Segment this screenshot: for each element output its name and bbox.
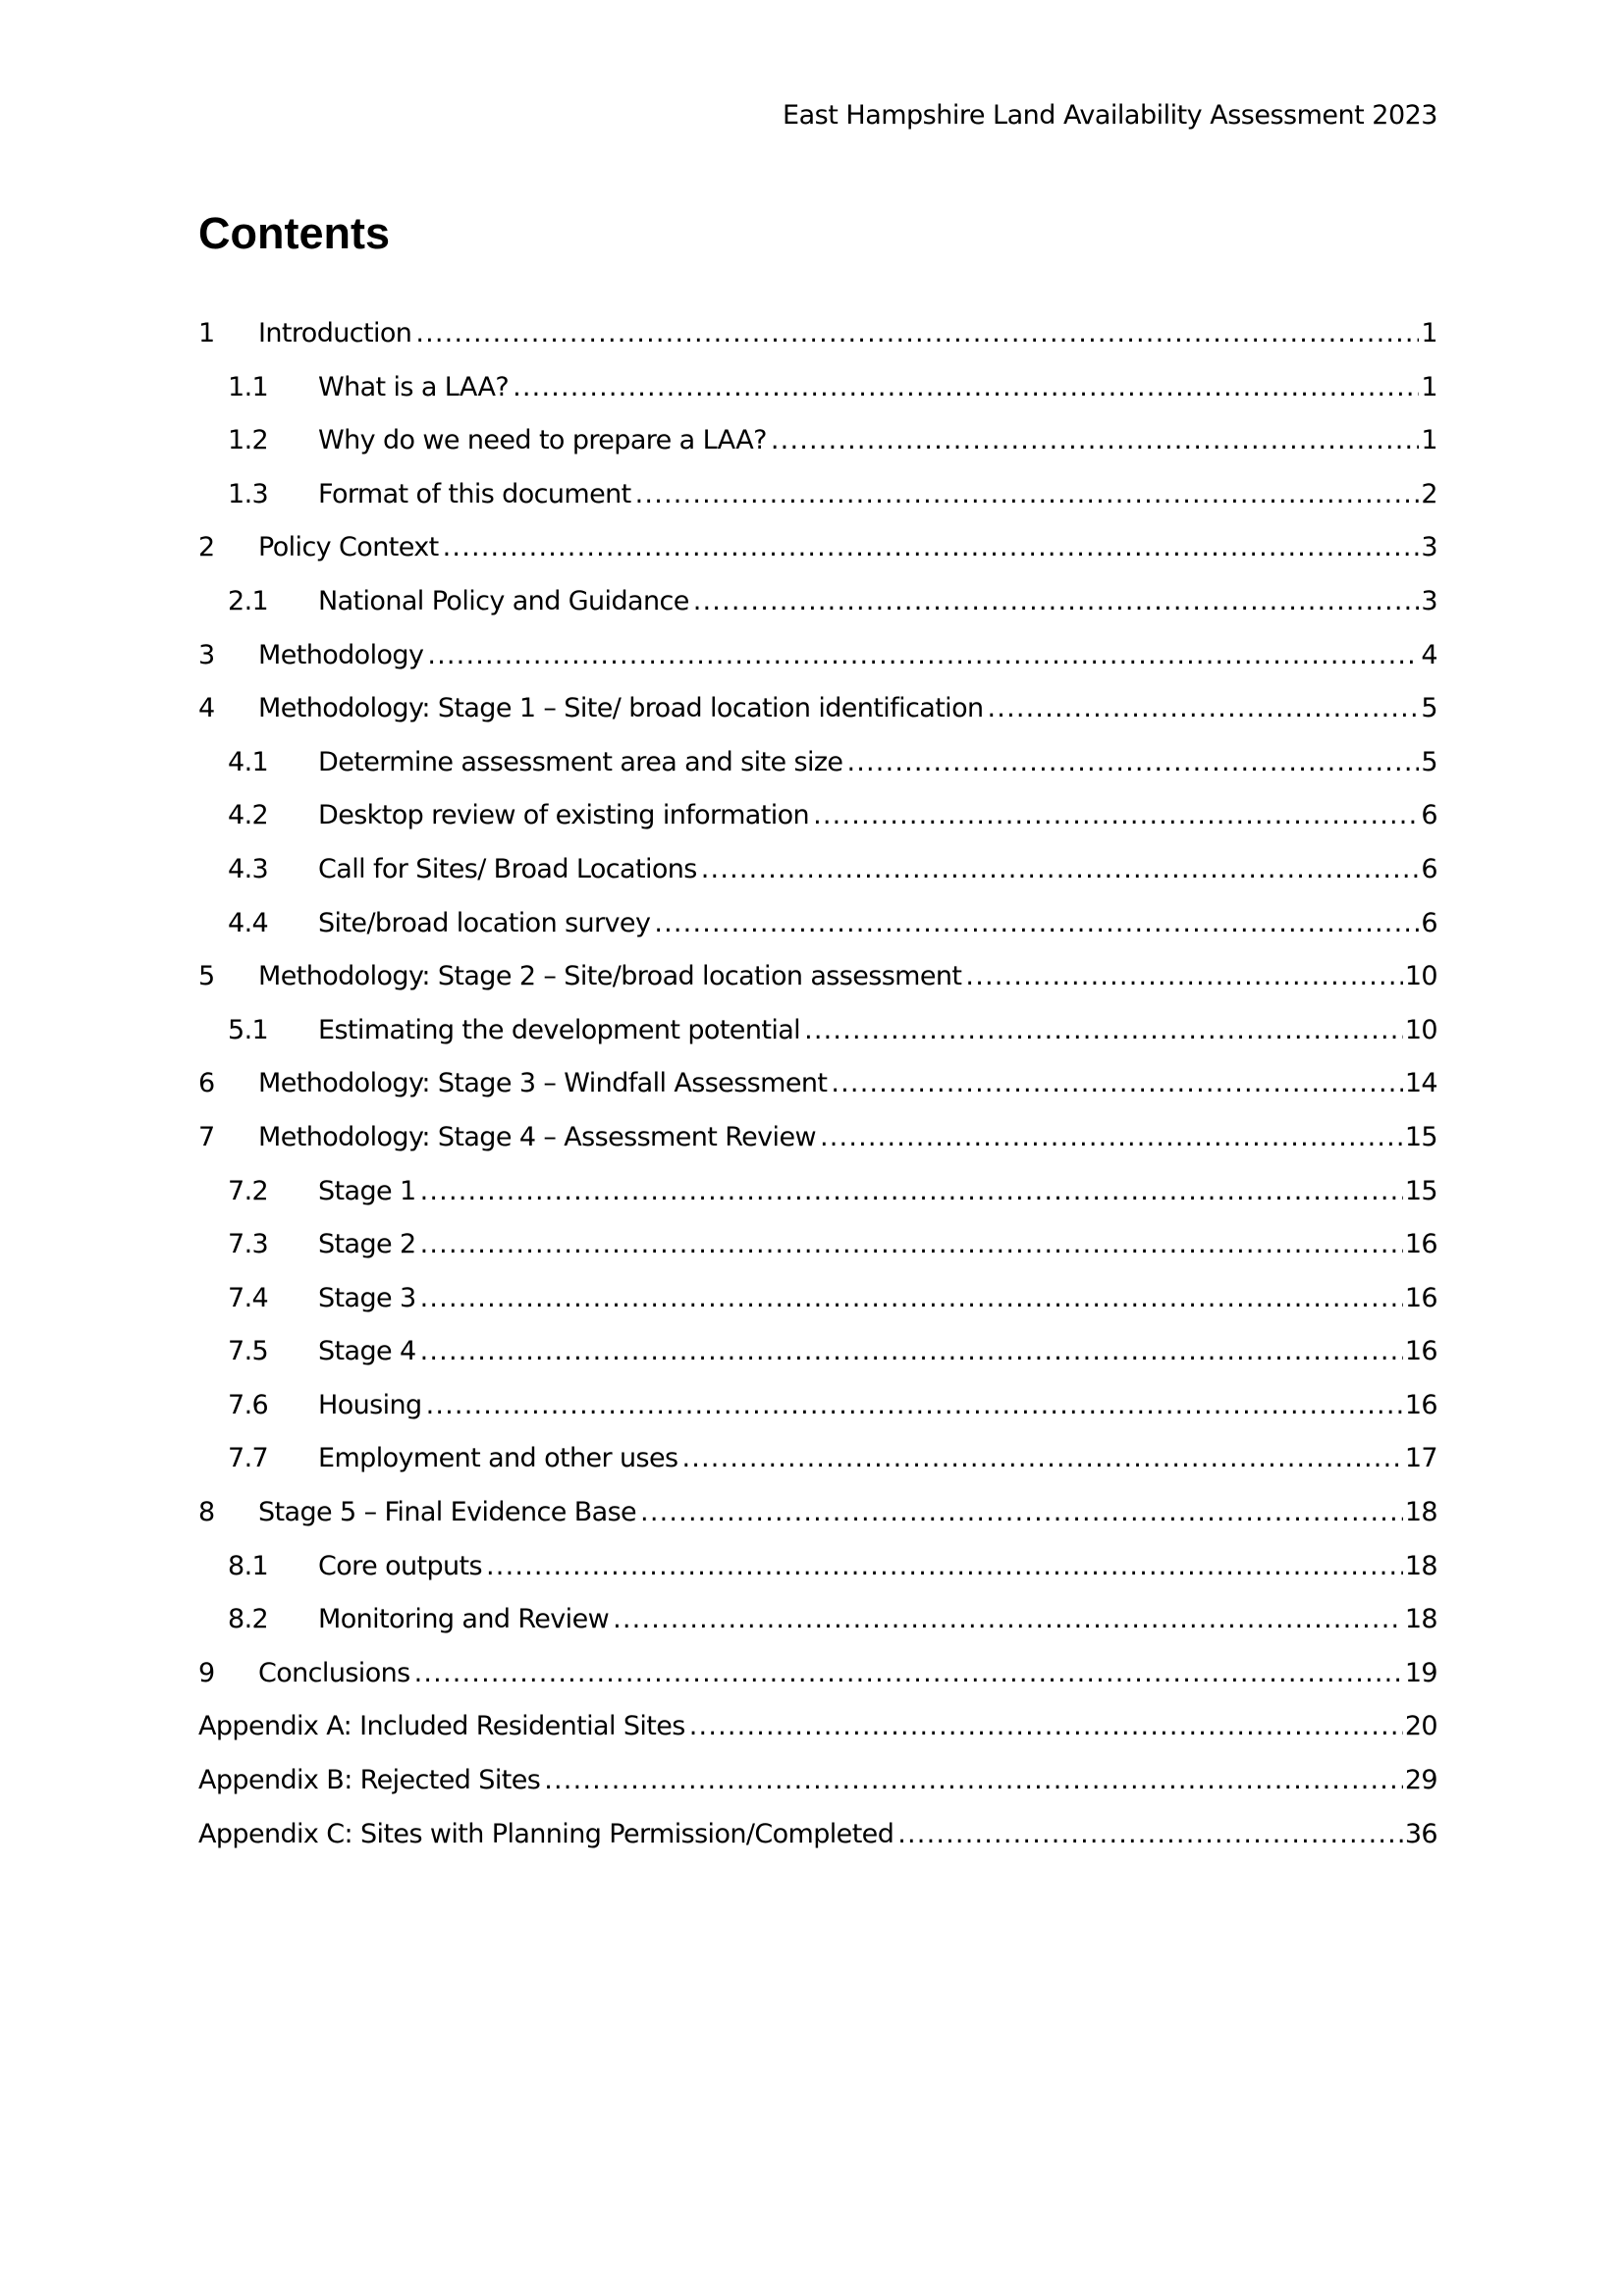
toc-entry-label: Housing bbox=[318, 1389, 422, 1420]
toc-dot-leader bbox=[420, 1334, 1403, 1369]
toc-entry[interactable] bbox=[198, 1388, 1437, 1442]
toc-entry[interactable] bbox=[198, 852, 1437, 906]
toc-entry[interactable] bbox=[198, 1120, 1437, 1174]
toc-dot-leader bbox=[640, 1495, 1403, 1530]
toc-entry-number: 4.1 bbox=[228, 746, 269, 777]
toc-entry[interactable] bbox=[198, 1495, 1437, 1549]
toc-entry-number: 1 bbox=[198, 318, 215, 348]
toc-entry-number: 8 bbox=[198, 1497, 215, 1528]
toc-dot-leader bbox=[443, 530, 1420, 565]
toc-entry-number: 1.1 bbox=[228, 371, 269, 402]
toc-entry-label: Determine assessment area and site size bbox=[318, 746, 843, 777]
toc-entry-page-number: 16 bbox=[1404, 1282, 1437, 1313]
toc-entry-page-number: 17 bbox=[1404, 1443, 1437, 1474]
table-of-contents bbox=[198, 316, 1437, 1870]
toc-entry-number: 4.4 bbox=[228, 907, 269, 938]
toc-dot-leader bbox=[420, 1227, 1403, 1262]
toc-entry[interactable] bbox=[198, 1227, 1437, 1281]
toc-entry[interactable] bbox=[198, 1709, 1437, 1763]
toc-entry-label: Stage 2 bbox=[318, 1229, 416, 1260]
toc-entry-label: Introduction bbox=[258, 318, 412, 348]
toc-entry-page-number: 2 bbox=[1421, 478, 1437, 509]
toc-entry-page-number: 16 bbox=[1404, 1336, 1437, 1367]
toc-entry-page-number: 4 bbox=[1421, 639, 1437, 670]
toc-entry-label: Desktop review of existing information bbox=[318, 800, 810, 831]
toc-entry-page-number: 1 bbox=[1421, 371, 1437, 402]
toc-dot-leader bbox=[681, 1441, 1402, 1476]
toc-entry-page-number: 14 bbox=[1404, 1068, 1437, 1099]
toc-entry[interactable] bbox=[198, 1602, 1437, 1656]
toc-entry-number: 4 bbox=[198, 693, 215, 724]
toc-entry-page-number: 16 bbox=[1404, 1389, 1437, 1420]
toc-entry-label: Stage 3 bbox=[318, 1282, 416, 1313]
toc-entry-number: 5 bbox=[198, 961, 215, 992]
toc-entry-number: 9 bbox=[198, 1657, 215, 1688]
toc-entry-label: Stage 4 bbox=[318, 1336, 416, 1367]
toc-dot-leader bbox=[613, 1602, 1403, 1637]
toc-dot-leader bbox=[820, 1120, 1403, 1155]
toc-entry-number: 8.1 bbox=[228, 1550, 269, 1581]
toc-entry[interactable] bbox=[198, 745, 1437, 799]
toc-entry-page-number: 20 bbox=[1404, 1711, 1437, 1742]
toc-entry[interactable] bbox=[198, 477, 1437, 531]
toc-entry-page-number: 15 bbox=[1404, 1121, 1437, 1152]
toc-entry-page-number: 16 bbox=[1404, 1229, 1437, 1260]
toc-entry[interactable] bbox=[198, 584, 1437, 638]
toc-dot-leader bbox=[426, 1388, 1403, 1423]
toc-entry-page-number: 29 bbox=[1404, 1765, 1437, 1796]
toc-entry-number: 4.2 bbox=[228, 800, 269, 831]
toc-entry-page-number: 5 bbox=[1421, 693, 1437, 724]
toc-entry-number: 5.1 bbox=[228, 1014, 269, 1045]
toc-entry-label: Appendix C: Sites with Planning Permission/Completed bbox=[198, 1818, 894, 1849]
toc-entry-number: 7.4 bbox=[228, 1282, 269, 1313]
toc-dot-leader bbox=[513, 370, 1419, 405]
toc-entry-number: 1.2 bbox=[228, 425, 269, 456]
toc-entry[interactable] bbox=[198, 638, 1437, 692]
toc-entry-number: 7.5 bbox=[228, 1336, 269, 1367]
toc-entry-label: Methodology: Stage 1 – Site/ broad location identification bbox=[258, 693, 984, 724]
toc-entry-number: 3 bbox=[198, 639, 215, 670]
toc-entry-number: 7.2 bbox=[228, 1175, 269, 1206]
toc-entry-label: Estimating the development potential bbox=[318, 1014, 801, 1045]
toc-entry-label: Core outputs bbox=[318, 1550, 482, 1581]
toc-entry-number: 7 bbox=[198, 1121, 215, 1152]
toc-dot-leader bbox=[897, 1817, 1403, 1852]
toc-entry[interactable] bbox=[198, 959, 1437, 1013]
toc-entry-label: National Policy and Guidance bbox=[318, 585, 689, 616]
toc-entry-label: Stage 5 – Final Evidence Base bbox=[258, 1497, 637, 1528]
toc-entry[interactable] bbox=[198, 1817, 1437, 1871]
toc-dot-leader bbox=[831, 1066, 1402, 1101]
toc-entry-page-number: 6 bbox=[1421, 907, 1437, 938]
toc-dot-leader bbox=[693, 584, 1420, 619]
toc-dot-leader bbox=[689, 1709, 1403, 1744]
toc-dot-leader bbox=[846, 745, 1419, 780]
toc-entry[interactable] bbox=[198, 691, 1437, 745]
toc-entry-number: 4.3 bbox=[228, 853, 269, 884]
toc-dot-leader bbox=[988, 691, 1420, 726]
toc-entry-number: 2 bbox=[198, 532, 215, 563]
toc-entry[interactable] bbox=[198, 530, 1437, 584]
toc-entry-label: Call for Sites/ Broad Locations bbox=[318, 853, 697, 884]
toc-entry[interactable] bbox=[198, 798, 1437, 852]
toc-entry[interactable] bbox=[198, 1013, 1437, 1067]
toc-entry-page-number: 6 bbox=[1421, 853, 1437, 884]
toc-dot-leader bbox=[804, 1013, 1403, 1048]
contents-title: Contents bbox=[198, 208, 390, 258]
toc-entry-page-number: 18 bbox=[1404, 1550, 1437, 1581]
toc-entry[interactable] bbox=[198, 1174, 1437, 1228]
toc-dot-leader bbox=[420, 1281, 1403, 1316]
toc-entry-label: Policy Context bbox=[258, 532, 439, 563]
toc-entry-number: 7.6 bbox=[228, 1389, 269, 1420]
toc-entry-label: Format of this document bbox=[318, 478, 631, 509]
toc-entry-label: Site/broad location survey bbox=[318, 907, 651, 938]
toc-dot-leader bbox=[701, 852, 1420, 887]
toc-entry-page-number: 19 bbox=[1404, 1657, 1437, 1688]
toc-entry-label: What is a LAA? bbox=[318, 371, 510, 402]
toc-entry-page-number: 10 bbox=[1404, 1014, 1437, 1045]
toc-entry[interactable] bbox=[198, 423, 1437, 477]
toc-entry[interactable] bbox=[198, 316, 1437, 370]
toc-entry[interactable] bbox=[198, 1281, 1437, 1335]
toc-entry-page-number: 18 bbox=[1404, 1604, 1437, 1635]
toc-entry-page-number: 5 bbox=[1421, 746, 1437, 777]
toc-entry-label: Methodology: Stage 4 – Assessment Review bbox=[258, 1121, 816, 1152]
toc-entry-label: Monitoring and Review bbox=[318, 1604, 610, 1635]
toc-entry[interactable] bbox=[198, 1763, 1437, 1817]
toc-entry-number: 6 bbox=[198, 1068, 215, 1099]
toc-entry-page-number: 6 bbox=[1421, 800, 1437, 831]
toc-dot-leader bbox=[654, 906, 1419, 941]
toc-dot-leader bbox=[771, 423, 1420, 458]
toc-dot-leader bbox=[486, 1549, 1403, 1584]
toc-entry-label: Why do we need to prepare a LAA? bbox=[318, 425, 767, 456]
toc-entry[interactable] bbox=[198, 1656, 1437, 1710]
toc-dot-leader bbox=[635, 477, 1420, 512]
toc-entry[interactable] bbox=[198, 1066, 1437, 1120]
toc-entry-page-number: 3 bbox=[1421, 585, 1437, 616]
toc-entry-label: Employment and other uses bbox=[318, 1443, 678, 1474]
toc-entry-page-number: 15 bbox=[1404, 1175, 1437, 1206]
toc-entry-number: 1.3 bbox=[228, 478, 269, 509]
toc-entry-label: Appendix B: Rejected Sites bbox=[198, 1765, 541, 1796]
toc-entry-label: Conclusions bbox=[258, 1657, 410, 1688]
toc-entry[interactable] bbox=[198, 1441, 1437, 1495]
toc-dot-leader bbox=[420, 1174, 1403, 1209]
toc-entry-number: 8.2 bbox=[228, 1604, 269, 1635]
toc-entry[interactable] bbox=[198, 370, 1437, 424]
toc-entry-label: Stage 1 bbox=[318, 1175, 416, 1206]
toc-dot-leader bbox=[427, 638, 1419, 673]
toc-entry-page-number: 36 bbox=[1404, 1818, 1437, 1849]
toc-entry-number: 2.1 bbox=[228, 585, 269, 616]
running-header: East Hampshire Land Availability Assessment 2023 bbox=[783, 100, 1437, 131]
toc-entry-label: Methodology: Stage 3 – Windfall Assessment bbox=[258, 1068, 828, 1099]
toc-entry-page-number: 18 bbox=[1404, 1497, 1437, 1528]
toc-entry-page-number: 1 bbox=[1421, 425, 1437, 456]
toc-entry[interactable] bbox=[198, 1334, 1437, 1388]
toc-dot-leader bbox=[813, 798, 1419, 833]
toc-entry[interactable] bbox=[198, 906, 1437, 960]
toc-entry-page-number: 3 bbox=[1421, 532, 1437, 563]
toc-entry-label: Methodology bbox=[258, 639, 424, 670]
toc-dot-leader bbox=[415, 316, 1419, 351]
toc-entry-page-number: 1 bbox=[1421, 318, 1437, 348]
toc-dot-leader bbox=[414, 1656, 1403, 1691]
toc-entry[interactable] bbox=[198, 1549, 1437, 1603]
toc-entry-label: Appendix A: Included Residential Sites bbox=[198, 1711, 685, 1742]
toc-dot-leader bbox=[544, 1763, 1403, 1798]
toc-entry-label: Methodology: Stage 2 – Site/broad location assessment bbox=[258, 961, 962, 992]
toc-entry-number: 7.7 bbox=[228, 1443, 269, 1474]
toc-entry-page-number: 10 bbox=[1404, 961, 1437, 992]
toc-entry-number: 7.3 bbox=[228, 1229, 269, 1260]
toc-dot-leader bbox=[965, 959, 1402, 994]
